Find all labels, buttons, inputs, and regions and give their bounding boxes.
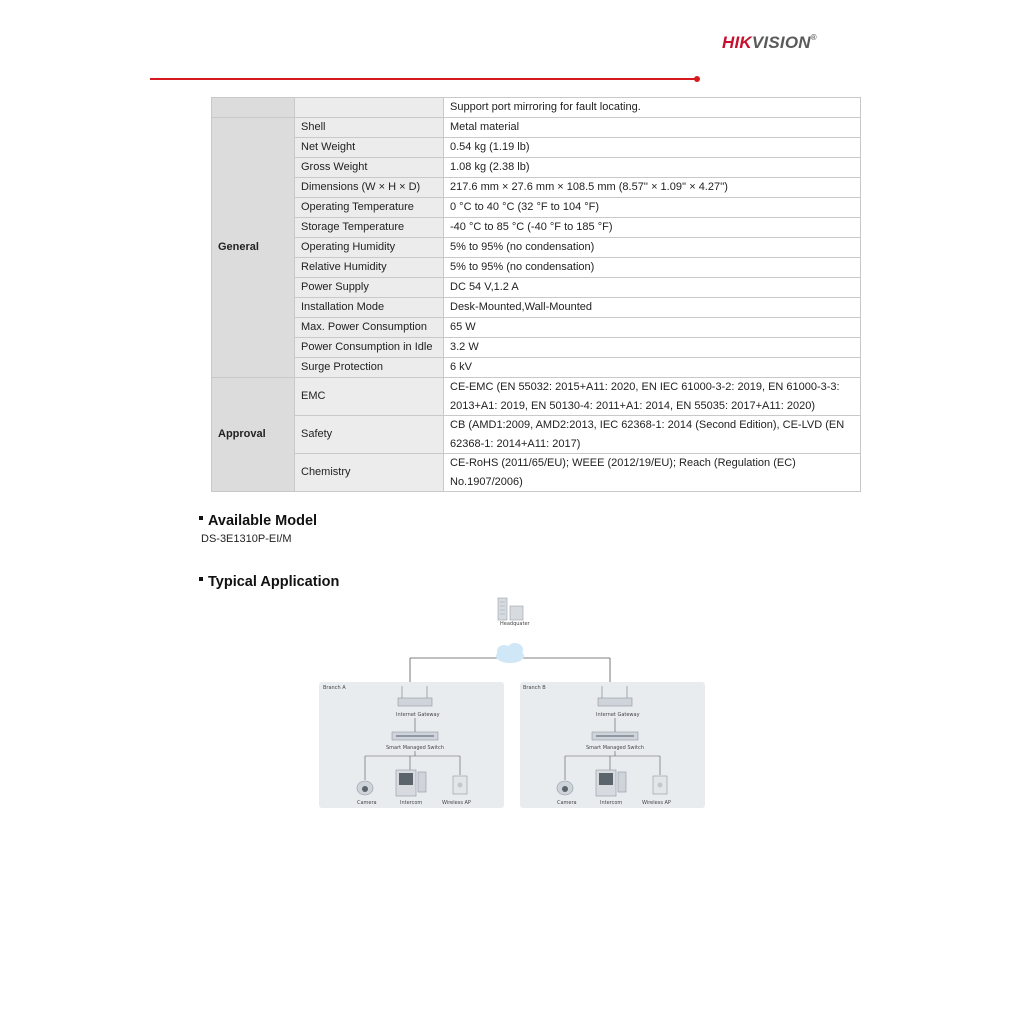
branch-b-wireless-ap-icon [653, 776, 667, 794]
logo-registered-mark: ® [810, 33, 817, 42]
param-cell: Net Weight [295, 138, 444, 158]
param-cell: Power Supply [295, 278, 444, 298]
table-row [212, 98, 861, 118]
table-row [212, 258, 861, 278]
value-cell: DC 54 V,1.2 A [444, 278, 861, 298]
bullet-icon [199, 577, 203, 581]
value-cell: Metal material [444, 118, 861, 138]
table-row [212, 138, 861, 158]
typical-application-title: Typical Application [208, 574, 340, 590]
param-cell: EMC [295, 378, 444, 416]
branch-b-gateway-label: Internet Gateway [596, 712, 640, 718]
param-cell [295, 98, 444, 118]
table-row [212, 198, 861, 218]
param-cell: Storage Temperature [295, 218, 444, 238]
branch-b-intercom-icon [596, 770, 626, 796]
table-row [212, 218, 861, 238]
value-cell: CE-RoHS (2011/65/EU); WEEE (2012/19/EU); Reach (Regulation (EC) No.1907/2006) [444, 454, 861, 492]
branch-a-intercom-icon [396, 770, 426, 796]
param-cell: Installation Mode [295, 298, 444, 318]
value-cell: 5% to 95% (no condensation) [444, 238, 861, 258]
table-row [212, 158, 861, 178]
value-cell: -40 °C to 85 °C (-40 °F to 185 °F) [444, 218, 861, 238]
table-row [212, 378, 861, 416]
header-rule-dot [694, 76, 700, 82]
branch-b-switch-label: Smart Managed Switch [586, 745, 644, 751]
param-cell: Operating Temperature [295, 198, 444, 218]
param-cell: Power Consumption in Idle [295, 338, 444, 358]
table-row [212, 298, 861, 318]
cloud-icon [496, 643, 524, 663]
branch-b-camera-label: Camera [557, 800, 577, 806]
branch-b-switch-icon [592, 732, 638, 740]
value-cell: 1.08 kg (2.38 lb) [444, 158, 861, 178]
table-row [212, 454, 861, 492]
branch-a-wireless-ap-label: Wireless AP [442, 800, 471, 806]
branch-a-gateway-label: Internet Gateway [396, 712, 440, 718]
headquarter-building-icon [498, 598, 523, 620]
category-cell [212, 98, 295, 118]
param-cell: Max. Power Consumption [295, 318, 444, 338]
table-row [212, 238, 861, 258]
param-cell: Relative Humidity [295, 258, 444, 278]
value-cell: 5% to 95% (no condensation) [444, 258, 861, 278]
table-row [212, 338, 861, 358]
network-topology-diagram [310, 590, 710, 815]
header-rule [150, 78, 695, 80]
branch-b-wireless-ap-label: Wireless AP [642, 800, 671, 806]
branch-a-intercom-label: Intercom [400, 800, 423, 806]
param-cell: Shell [295, 118, 444, 138]
branch-a-camera-icon [357, 781, 373, 795]
typical-application-heading [199, 574, 339, 590]
value-cell: Desk-Mounted,Wall-Mounted [444, 298, 861, 318]
value-cell: 0.54 kg (1.19 lb) [444, 138, 861, 158]
param-cell: Surge Protection [295, 358, 444, 378]
hikvision-logo [722, 33, 817, 53]
branch-a-switch-label: Smart Managed Switch [386, 745, 444, 751]
table-row [212, 278, 861, 298]
table-row [212, 178, 861, 198]
branch-a-wireless-ap-icon [453, 776, 467, 794]
value-cell: 65 W [444, 318, 861, 338]
value-cell: CE-EMC (EN 55032: 2015+A11: 2020, EN IEC 61000-3-2: 2019, EN 61000-3-3: 2013+A1: 2019, EN 50130-4: 2011+A1: 2014, EN 55035: 2017+A11: 2020) [444, 378, 861, 416]
table-row [212, 358, 861, 378]
value-cell: 217.6 mm × 27.6 mm × 108.5 mm (8.57'' × 1.09'' × 4.27'') [444, 178, 861, 198]
category-approval: Approval [212, 378, 295, 492]
value-cell: Support port mirroring for fault locating. [444, 98, 861, 118]
branch-a-switch-icon [392, 732, 438, 740]
branch-b-camera-icon [557, 781, 573, 795]
available-model-heading [199, 513, 317, 529]
branch-b-label: Branch B [523, 685, 546, 691]
branch-a-camera-label: Camera [357, 800, 377, 806]
table-row [212, 118, 861, 138]
param-cell: Chemistry [295, 454, 444, 492]
table-row [212, 318, 861, 338]
model-number: DS-3E1310P-EI/M [201, 533, 292, 545]
branch-a-label: Branch A [323, 685, 346, 691]
value-cell: 0 °C to 40 °C (32 °F to 104 °F) [444, 198, 861, 218]
table-row [212, 416, 861, 454]
headquarter-label: Headquater [500, 621, 530, 627]
value-cell: 3.2 W [444, 338, 861, 358]
value-cell: 6 kV [444, 358, 861, 378]
logo-text-red: HIK [722, 33, 752, 52]
value-cell: CB (AMD1:2009, AMD2:2013, IEC 62368-1: 2014 (Second Edition), CE-LVD (EN 62368-1: 2014+A11: 2017) [444, 416, 861, 454]
logo-text-gray: VISION [751, 33, 811, 52]
bullet-icon [199, 516, 203, 520]
branch-b-intercom-label: Intercom [600, 800, 623, 806]
available-model-title: Available Model [208, 513, 318, 529]
param-cell: Operating Humidity [295, 238, 444, 258]
category-general: General [212, 118, 295, 378]
param-cell: Safety [295, 416, 444, 454]
param-cell: Gross Weight [295, 158, 444, 178]
param-cell: Dimensions (W × H × D) [295, 178, 444, 198]
spec-table [211, 97, 861, 492]
